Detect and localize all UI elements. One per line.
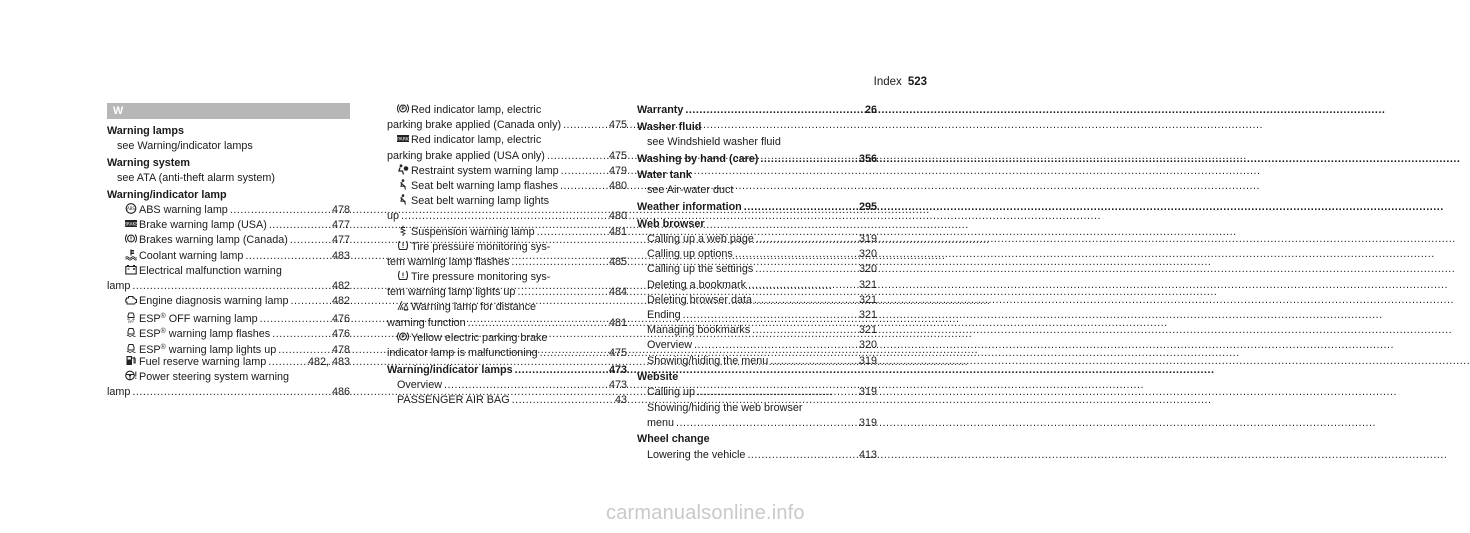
esp-off-icon [125, 312, 137, 323]
section-letter: W [107, 103, 350, 119]
index-entry-line1 [387, 270, 627, 285]
index-entry [637, 103, 877, 118]
entry-text: Warning lamp for distance [411, 301, 537, 314]
page-ref: 478 [331, 343, 350, 356]
esp-label: ESP [139, 343, 161, 356]
entry-text: Calling up a web page [647, 233, 754, 245]
index-entry [637, 338, 877, 353]
index-entry-line2 [387, 209, 627, 224]
entry-text: Red indicator lamp, electric [411, 134, 542, 147]
index-entry [107, 249, 350, 264]
suspension-icon [397, 225, 409, 236]
esp-label: ESP [139, 328, 161, 341]
index-entry-line2 [107, 385, 350, 400]
page-ref: 319 [858, 354, 877, 367]
entry-text: Seat belt warning lamp lights [411, 195, 550, 208]
entry-text: lamp [107, 279, 131, 292]
page-ref: 485 [608, 255, 627, 268]
svg-text:P: P [401, 107, 405, 113]
index-entry-line2 [107, 279, 350, 294]
page-ref: 321 [858, 293, 877, 306]
entry-text: Electrical malfunction warning [139, 264, 282, 277]
page-ref: 356 [858, 152, 877, 165]
entry-text: tem warning lamp flashes [387, 255, 510, 268]
entry-text: Coolant warning lamp [139, 249, 244, 262]
page-ref: 475 [608, 347, 627, 359]
index-entry [637, 262, 877, 277]
page-ref: 477 [331, 234, 350, 247]
index-entry [107, 203, 350, 218]
entry-text: tem warning lamp lights up [387, 286, 516, 299]
battery-icon [125, 264, 137, 275]
index-entry [387, 164, 627, 179]
index-entry-line1 [387, 240, 627, 255]
index-entry [107, 324, 350, 339]
abs-icon [125, 203, 137, 214]
park-icon [397, 133, 409, 144]
index-entry [637, 152, 877, 167]
registered-mark: ® [160, 343, 166, 351]
index-entry-line1 [107, 264, 350, 279]
entry-text: Fuel reserve warning lamp [139, 355, 267, 368]
see-reference: see Warning/indicator lamps [117, 140, 253, 153]
entry-title: Warning lamps [107, 125, 184, 137]
index-entry-line2 [387, 118, 627, 133]
page-ref: 483 [331, 249, 350, 262]
svg-text:PARK: PARK [397, 137, 409, 143]
entry-text: Deleting a bookmark [647, 278, 747, 291]
page-ref: 480 [608, 179, 627, 192]
entry-text: warning lamp lights up [165, 343, 277, 356]
entry-text: menu [647, 416, 675, 429]
index-entry [387, 378, 627, 393]
page-ref: 480 [608, 210, 627, 223]
parking-brake-icon [397, 331, 409, 342]
page-ref: 484 [608, 286, 627, 299]
entry-text: Engine diagnosis warning lamp [139, 295, 289, 308]
index-entry [637, 323, 877, 338]
page-ref: 481 [608, 316, 627, 329]
entry-text: Showing/hiding the menu [647, 354, 769, 367]
brake-icon [125, 218, 137, 229]
entry-title: Wheel change [637, 433, 710, 446]
entry-text: Lowering the vehicle [647, 448, 746, 461]
index-column-1 [107, 103, 350, 400]
see-reference: see Windshield washer fluid [647, 135, 781, 148]
entry-title: Washer fluid [637, 120, 702, 133]
registered-mark: ® [160, 313, 166, 321]
esp-icon [125, 327, 137, 338]
steering-wheel-icon [125, 370, 137, 381]
tire-pressure-icon [397, 270, 409, 281]
seat-belt-icon [397, 194, 409, 205]
entry-text: Deleting browser data [647, 293, 753, 306]
entry-text: Overview [397, 378, 442, 391]
entry-text: parking brake applied (Canada only) [387, 119, 562, 132]
page-ref: 295 [858, 201, 877, 214]
index-entry [387, 179, 627, 194]
entry-text: PASSENGER AIR BAG [397, 394, 510, 407]
index-entry [107, 355, 350, 370]
page-ref: 482, 483 [307, 355, 350, 368]
entry-title: Warning/indicator lamps [387, 363, 513, 376]
see-reference: see Air-water duct [647, 184, 734, 197]
index-entry [637, 354, 877, 369]
index-column-3 [637, 103, 877, 463]
fuel-pump-icon [125, 355, 137, 366]
distance-warning-icon [397, 300, 409, 311]
entry-text: Calling up [647, 386, 696, 399]
page-ref: 482 [331, 295, 350, 308]
page-ref: 476 [331, 328, 350, 341]
entry-text: Restraint system warning lamp [411, 164, 559, 177]
index-entry [107, 233, 350, 248]
page-ref: 321 [858, 308, 877, 321]
index-entry [637, 278, 877, 293]
engine-icon [125, 294, 137, 305]
entry-text: Managing bookmarks [647, 324, 751, 337]
entry-title: Warranty [637, 104, 684, 116]
entry-text: lamp [107, 386, 131, 399]
entry-title: Weather information [637, 201, 742, 214]
entry-text: Tire pressure monitoring sys- [411, 240, 551, 253]
entry-text: indicator lamp is malfunctioning [387, 347, 538, 359]
index-entry-line1 [387, 331, 627, 346]
index-entry-line1: Showing/hiding the web browser [647, 401, 803, 414]
page-ref: 320 [858, 263, 877, 276]
index-entry [637, 247, 877, 262]
index-entry [387, 393, 627, 408]
page-ref: 319 [858, 233, 877, 245]
entry-text: Brake warning lamp (USA) [139, 219, 267, 232]
page-ref: 478 [331, 203, 350, 216]
coolant-icon [125, 249, 137, 260]
page-number: 523 [907, 76, 927, 88]
index-entry [637, 232, 877, 247]
entry-text: Power steering system warning [139, 371, 290, 383]
index-entry-line2 [387, 316, 627, 331]
entry-text: Brakes warning lamp (Canada) [139, 234, 288, 247]
index-entry [107, 309, 350, 324]
page-ref: 479 [608, 164, 627, 177]
entry-text: Calling up options [647, 248, 733, 261]
entry-text: Red indicator lamp, electric [411, 104, 542, 116]
page-ref: 476 [331, 313, 350, 326]
page-ref: 475 [608, 149, 627, 162]
index-entry-line1 [387, 300, 627, 315]
index-entry [107, 294, 350, 309]
page-ref: 26 [864, 104, 877, 116]
page-ref: 473 [608, 363, 627, 376]
esp-label: ESP [139, 313, 161, 326]
entry-text: up [387, 210, 400, 223]
index-entry [387, 225, 627, 240]
page-ref: 321 [858, 278, 877, 291]
tire-pressure-icon [397, 240, 409, 251]
index-entry [637, 308, 877, 323]
index-entry-line1 [387, 194, 627, 209]
page-ref: 320 [858, 339, 877, 352]
index-entry-line1 [387, 133, 627, 148]
entry-title: Water tank [637, 169, 692, 182]
page-ref: 482 [331, 279, 350, 292]
entry-text: warning function [387, 316, 466, 329]
page-header [874, 76, 927, 88]
esp-icon [125, 343, 137, 354]
entry-text: Calling up the settings [647, 263, 754, 276]
entry-text: Tire pressure monitoring sys- [411, 271, 551, 284]
page-ref: 319 [858, 416, 877, 429]
index-entry-line2 [387, 346, 627, 361]
index-entry [637, 448, 877, 463]
index-entry-line2 [387, 255, 627, 270]
entry-title: Warning/indicator lamp [107, 188, 227, 201]
index-entry-line1 [387, 103, 627, 118]
index-entry-line2 [637, 416, 877, 431]
page-ref: 320 [858, 248, 877, 261]
page-ref: 43 [614, 394, 627, 407]
entry-text: Seat belt warning lamp flashes [411, 179, 559, 192]
entry-title: Warning system [107, 156, 190, 169]
registered-mark: ® [160, 328, 166, 336]
see-reference: see ATA (anti-theft alarm system) [117, 172, 276, 185]
index-column-2 [387, 103, 627, 408]
page-ref: 319 [858, 386, 877, 399]
page-ref: 413 [858, 448, 877, 461]
page-ref: 473 [608, 378, 627, 391]
brake-warning-icon [125, 233, 137, 244]
entry-text: ABS warning lamp [139, 203, 228, 216]
page-ref: 486 [331, 386, 350, 399]
entry-text: Overview [647, 339, 692, 352]
page-ref: 481 [608, 225, 627, 238]
index-entry-line2 [387, 149, 627, 164]
entry-text: OFF warning lamp [165, 313, 258, 326]
svg-text:OFF: OFF [127, 320, 135, 325]
index-entry [637, 200, 877, 215]
entry-text: Suspension warning lamp [411, 225, 535, 238]
index-entry [387, 363, 627, 378]
index-entry-line2 [387, 285, 627, 300]
page-ref: 321 [858, 324, 877, 337]
entry-title: Web browser [637, 217, 705, 230]
section-title: Index [873, 76, 902, 88]
svg-text:P: P [401, 335, 405, 341]
index-entry [637, 293, 877, 308]
watermark: carmanualsonline.info [606, 502, 805, 524]
seat-belt-icon [397, 179, 409, 190]
index-entry [107, 340, 350, 355]
entry-text: parking brake applied (USA only) [387, 149, 545, 162]
entry-text: warning lamp flashes [165, 328, 271, 341]
entry-title: Washing by hand (care) [637, 152, 759, 165]
index-entry [107, 218, 350, 233]
svg-text:ABS: ABS [127, 206, 135, 212]
index-entry [637, 385, 877, 400]
parking-brake-icon [397, 103, 409, 114]
svg-text:BRAKE: BRAKE [124, 221, 138, 227]
entry-title: Website [637, 371, 679, 384]
page-ref: 477 [331, 219, 350, 232]
entry-text: Ending [647, 308, 681, 321]
airbag-icon [397, 164, 409, 175]
index-entry-line1 [107, 370, 350, 385]
entry-text: Yellow electric parking brake [411, 331, 548, 344]
page-ref: 475 [608, 119, 627, 132]
